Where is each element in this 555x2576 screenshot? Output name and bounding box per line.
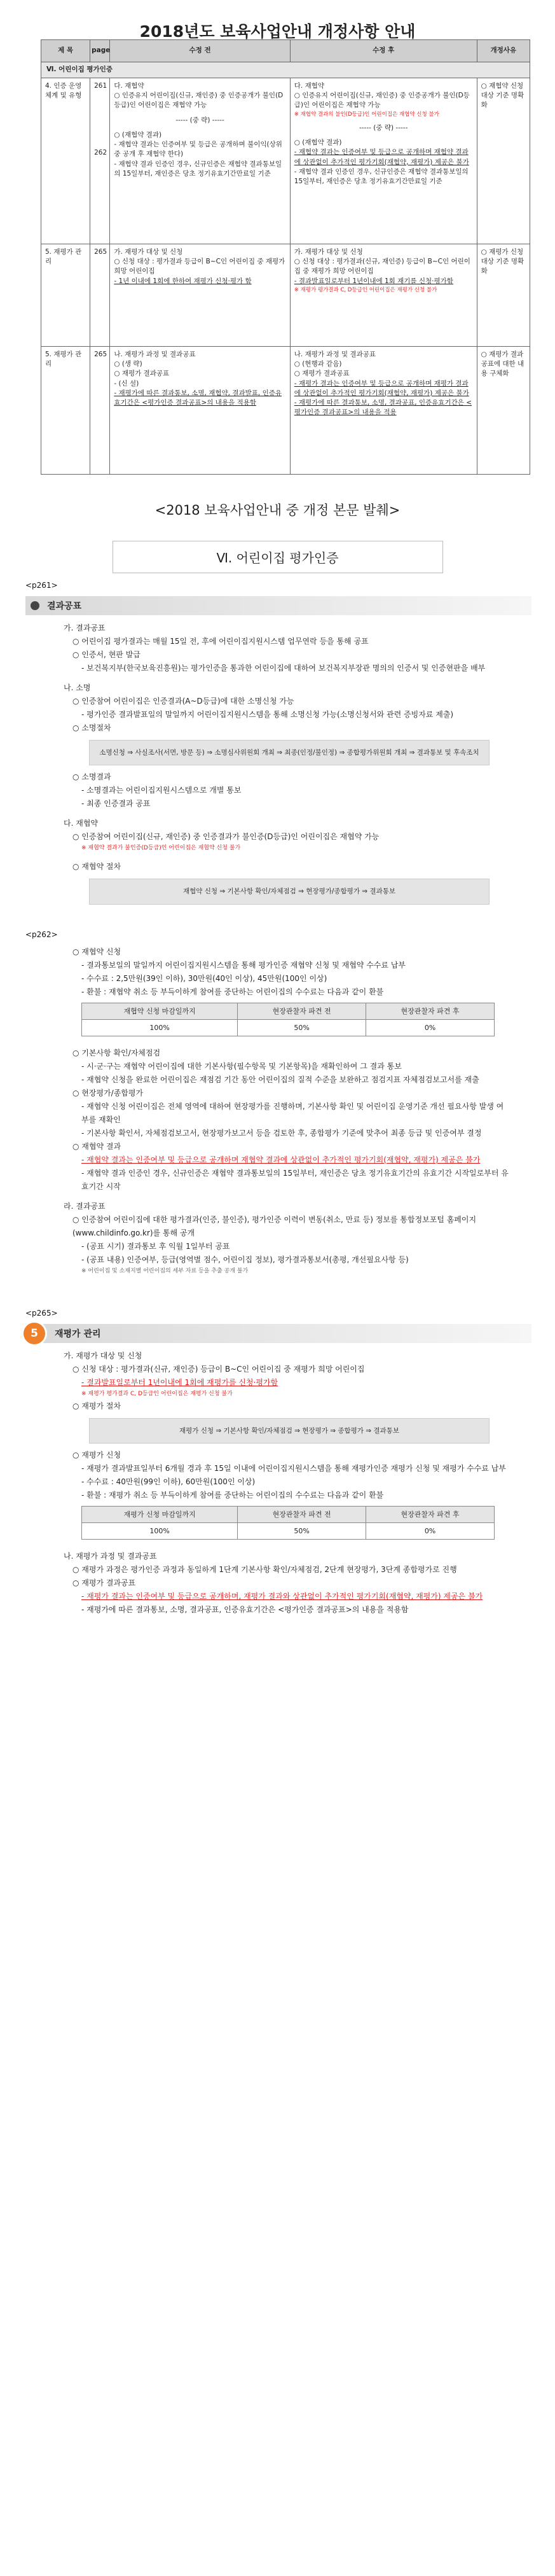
after-line: ○ 신청 대상 : 평가결과(신규, 재인증) 등급이 B~C인 어린이집 중 재평가 희망 어린이집 bbox=[294, 258, 470, 275]
body-line: 가. 결과공표 bbox=[64, 623, 106, 632]
table-row bbox=[41, 347, 530, 475]
body-line: 라. 결과공표 bbox=[64, 1202, 106, 1211]
before-line: ----- (중 략) ----- bbox=[175, 116, 224, 124]
body-line: - (공표 시기) 결과통보 후 익월 1일부터 공표 bbox=[81, 1242, 230, 1251]
refund-value: 0% bbox=[366, 1523, 495, 1540]
banner-number-badge: 5 bbox=[22, 1321, 47, 1346]
banner-label: 재평가 관리 bbox=[55, 1328, 101, 1339]
body-line: 가. 재평가 대상 및 신청 bbox=[64, 1351, 142, 1360]
body-line: 나. 소명 bbox=[64, 683, 91, 692]
after-note: ※ 재협약 결과의 불인(D등급)인 어린이집은 재협약 신청 불가 bbox=[294, 111, 439, 118]
revision-comparison-table bbox=[41, 39, 530, 475]
section-title-box: Ⅵ. 어린이집 평가인증 bbox=[113, 541, 443, 573]
page-number: 262 bbox=[94, 149, 107, 157]
after-line: 나. 재평가 과정 및 결과공표 bbox=[294, 351, 376, 358]
body-line: - 재협약 신청을 완료한 어린이집은 재점검 기간 동안 어린이집의 질적 수준을 보완하고 점검지표 자체점검보고서를 재출 bbox=[81, 1075, 479, 1084]
body-line: - 재협약 신청 어린이집은 전체 영역에 대하여 현장평가를 진행하며, 기본사항 확인 및 어린이집 운영기준 개선 필요사항 발생 여부를 재확인 bbox=[81, 1102, 504, 1124]
before-line: ○ 재평가 결과공표 bbox=[114, 370, 170, 378]
row-subject: 5. 재평가 관리 bbox=[41, 347, 90, 475]
row-before bbox=[110, 78, 290, 244]
before-line: ○ 인증유지 어린이집(신규, 재인증) 중 인증공개가 불인(D등급)인 어린이집은 재협약 가능 bbox=[114, 92, 284, 109]
header-subject: 제 목 bbox=[41, 40, 90, 62]
table-section-row bbox=[41, 62, 530, 78]
body-line: - 시·군·구는 재협약 어린이집에 대한 기본사항(필수항목 및 기본항목)을 재확인하여 그 결과 통보 bbox=[81, 1062, 402, 1071]
after-line: ----- (중 략) ----- bbox=[359, 123, 408, 132]
before-line: - 재협약 결과 인증인 경우, 신규인증은 재협약 결과통보일의 15일부터, 재인증은 당초 정기유효기간만료일 기준 bbox=[114, 160, 282, 178]
page-ref-261: <p261> bbox=[25, 581, 58, 590]
row-subject: 5. 재평가 관리 bbox=[41, 244, 90, 347]
after-line: - 재협약 결과는 인증여부 및 등급으로 공개하며 재협약 결과에 상관없이 추가적인 평가기회(재협약, 재평가) 제공은 불가 bbox=[294, 148, 469, 166]
after-line: ○ 인증유지 어린이집(신규, 재인증) 중 인증공개가 불인(D등급)인 어린이집은 재협약 가능 bbox=[294, 92, 470, 109]
after-line: - 재평가에 따른 결과통보, 소명, 결과공표, 인증유효기간은 <평가인증 결과공표>의 내용을 적용 bbox=[294, 399, 472, 417]
row-before bbox=[110, 244, 290, 347]
body-line: ○ 소명절차 bbox=[72, 723, 111, 732]
page-ref-265: <p265> bbox=[25, 1308, 58, 1318]
body-line: - 수수료 : 2,5만원(39인 이하), 30만원(40인 이상), 45만원(100인 이상) bbox=[81, 973, 327, 983]
after-line: - 결과발표일로부터 1년이내에 1회 재기를 신청·평가함 bbox=[294, 277, 453, 285]
page-ref-262: <p262> bbox=[25, 929, 58, 939]
body-line: ○ 현장평가/종합평가 bbox=[72, 1089, 144, 1097]
header-after: 수정 후 bbox=[290, 40, 477, 62]
page-number: 261 bbox=[94, 82, 107, 90]
before-line: - 1년 이내에 1회에 한하여 재평가 신청·평가 함 bbox=[114, 277, 252, 285]
body-line: ○ 재평가 신청 bbox=[72, 1450, 121, 1459]
body-line: ○ 재평가 절차 bbox=[72, 1401, 121, 1410]
body-line: ○ 재협약 결과 bbox=[72, 1142, 121, 1151]
body-line: 나. 재평가 과정 및 결과공표 bbox=[64, 1552, 157, 1561]
row-reason: ○ 재평가 신청 대상 기준 명확화 bbox=[477, 244, 530, 347]
p265-body bbox=[64, 1343, 509, 1617]
body-line: ○ 재협약 절차 bbox=[72, 862, 121, 872]
after-line: - 재협약 결과 인증인 경우, 신규인증은 재협약 결과통보일의 15일부터, 재인증은 당초 정기유효기간만료일 기준 bbox=[294, 167, 469, 186]
before-line: 가. 재평가 대상 및 신청 bbox=[114, 248, 183, 256]
reevaluation-banner bbox=[25, 1324, 531, 1343]
red-line: - 결과발표일로부터 1년이내에 1회에 재평가를 신청·평가함 bbox=[81, 1377, 278, 1387]
body-line: - 최종 인증결과 공표 bbox=[81, 799, 151, 809]
red-line: - 재협약 결과는 인증여부 및 등급으로 공개하며 재협약 결과에 상관없이 추가적인 평가기회(재협약, 재평가) 제공은 불가 bbox=[81, 1155, 481, 1164]
reagreement-process-flow: 재협약 신청 ⇒ 기본사항 확인/자체점검 ⇒ 현장평가/종합평가 ⇒ 결과통보 bbox=[89, 879, 490, 904]
body-line: ○ 신청 대상 : 평가결과(신규, 재인증) 등급이 B~C인 어린이집 중 재평가 희망 어린이집 bbox=[72, 1364, 365, 1374]
body-line: - 기본사항 확인서, 자체점검보고서, 현장평가보고서 등을 검토한 후, 종합평가 기준에 맞추어 최종 등급 및 인증여부 결정 bbox=[81, 1129, 482, 1138]
document-title: 2018년도 보육사업안내 개정사항 안내 bbox=[139, 22, 416, 41]
reevaluation-process-flow: 재평가 신청 ⇒ 기본사항 확인/자체점검 ⇒ 현장평가 ⇒ 종합평가 ⇒ 결과통보 bbox=[89, 1418, 490, 1444]
refund-value: 100% bbox=[82, 1523, 238, 1540]
row-subject: 4. 인증 운영체계 및 유형 bbox=[41, 78, 90, 244]
before-line: 나. 재평가 과정 및 결과공표 bbox=[114, 351, 196, 358]
refund-header: 현장관찰자 파견 전 bbox=[238, 1003, 366, 1019]
table-row bbox=[41, 78, 530, 244]
refund-header: 현장관찰자 파견 전 bbox=[238, 1506, 366, 1522]
p262-body bbox=[64, 939, 509, 1277]
refund-header: 재협약 신청 마감일까지 bbox=[82, 1003, 238, 1019]
body-line: ○ 인증참여 어린이집(신규, 재인증) 중 인증결과가 불인증(D등급)인 어린이집은 재협약 가능 bbox=[72, 832, 380, 842]
after-line: ○ (재협약 결과) bbox=[294, 139, 342, 147]
red-note: ※ 재평가 평가결과 C, D등급인 어린이집은 재평가 신청 불가 bbox=[81, 1390, 233, 1397]
before-line: - 재평가에 따른 결과통보, 소명, 재협약, 결과발표, 인증유효기간은 <평가인증 결과공표>의 내용을 적용함 bbox=[114, 389, 282, 407]
body-line: - 재평가에 따른 결과통보, 소명, 결과공표, 인증유효기간은 <평가인증 결과공표>의 내용을 적용함 bbox=[81, 1605, 409, 1615]
after-line: ○ 재평가 결과공표 bbox=[294, 370, 350, 378]
body-line: - 재협약 결과 인증인 경우, 신규인증은 재협약 결과통보일의 15일부터, 재인증은 당초 정기유효기간의 유효기간 시작일로부터 유효기간 시작 bbox=[81, 1169, 509, 1191]
body-line: ○ 어린이집 평가결과는 매월 15일 전, 후에 어린이집지원시스템 업무연락 등을 통해 공표 bbox=[72, 637, 369, 646]
refund-header: 현장관찰자 파견 후 bbox=[366, 1506, 495, 1522]
body-line: ○ 재협약 신청 bbox=[72, 947, 121, 956]
result-announce-banner bbox=[25, 596, 531, 615]
body-line: - 소명결과는 어린이집지원시스템으로 개별 통보 bbox=[81, 786, 242, 795]
body-line: - 환불 : 재평가 취소 등 부득이하게 참여를 중단하는 어린이집의 수수료는 다음과 같이 환불 bbox=[81, 1490, 384, 1500]
after-line: 가. 재평가 대상 및 신청 bbox=[294, 248, 363, 256]
row-pages bbox=[90, 78, 110, 244]
refund-value: 100% bbox=[82, 1019, 238, 1036]
after-line: 다. 재협약 bbox=[294, 82, 325, 90]
before-line: 다. 재협약 bbox=[114, 82, 144, 90]
before-line: - (신 설) bbox=[114, 379, 139, 387]
body-line: - 보건복지부(한국보육진흥원)는 평가인증을 통과한 어린이집에 대하여 보건복지부장관 명의의 인증서 및 인증현판을 배부 bbox=[81, 664, 486, 672]
body-line: ○ 인증참여 어린이집에 대한 평가결과(인증, 불인증), 평가인증 이력이 변동(취소, 만료 등) 정보를 통합정보포털 홈페이지(www.childinfo.go.kr)를 통해 공개 bbox=[72, 1215, 477, 1237]
header-before: 수정 전 bbox=[110, 40, 290, 62]
body-note: ※ 어린이집 및 소재지별 어린이집의 세부 자료 등을 추출 공개 불가 bbox=[81, 1268, 249, 1274]
body-line: ○ 소명결과 bbox=[72, 772, 111, 782]
row-pages: 265 bbox=[90, 244, 110, 347]
refund-table bbox=[81, 1003, 495, 1037]
before-line: - 재협약 결과는 인증여부 및 등급은 공개하며 불이익(상위 중 공개 후 재협약 한다) bbox=[114, 141, 282, 158]
refund-header: 재평가 신청 마감일까지 bbox=[82, 1506, 238, 1522]
body-line: - 수수료 : 40만원(99인 이하), 60만원(100인 이상) bbox=[81, 1477, 256, 1486]
refund-value: 50% bbox=[238, 1523, 366, 1540]
header-page: page bbox=[90, 40, 110, 62]
row-before bbox=[110, 347, 290, 475]
header-reason: 개정사유 bbox=[477, 40, 530, 62]
row-after bbox=[290, 244, 477, 347]
table-row bbox=[41, 244, 530, 347]
body-line: - 결과통보일의 말일까지 어린이집지원시스템을 통해 평가인증 재협약 신청 및 재협약 수수료 납부 bbox=[81, 960, 406, 970]
body-line: - 평가인증 결과발표일의 말일까지 어린이집지원시스템을 통해 소명신청 가능(소명신청서와 관련 증빙자료 제출) bbox=[81, 710, 454, 719]
red-line: - 재평가 결과는 인증여부 및 등급으로 공개하며, 재평가 결과와 상관없이 추가적인 평가기회(재협약, 재평가) 제공은 불가 bbox=[81, 1592, 483, 1601]
after-line: - 재평가 결과는 인증여부 및 등급으로 공개하며 재평가 결과에 상관없이 추가적인 평가기회(재협약, 재평가) 제공은 불가 bbox=[294, 379, 469, 397]
refund-table bbox=[81, 1506, 495, 1540]
red-note: ※ 재협약 결과가 불인증(D등급)인 어린이집은 재협약 신청 불가 bbox=[81, 845, 241, 852]
body-line: ○ 기본사항 확인/자체점검 bbox=[72, 1048, 161, 1057]
refund-header: 현장관찰자 파견 후 bbox=[366, 1003, 495, 1019]
row-after bbox=[290, 347, 477, 475]
body-line: - 재평가 결과발표일부터 6개월 경과 후 15일 이내에 어린이집지원시스템을 통해 재평가인증 재평가 신청 및 재평가 수수료 납부 bbox=[81, 1463, 506, 1473]
before-line: ○ 신청 대상 : 평가결과 등급이 B~C인 어린이집 중 재평가 희망 어린이집 bbox=[114, 258, 285, 275]
refund-value: 0% bbox=[366, 1019, 495, 1036]
row-after bbox=[290, 78, 477, 244]
excerpt-title: <2018 보육사업안내 중 개정 본문 발췌> bbox=[154, 503, 401, 518]
refund-value: 50% bbox=[238, 1019, 366, 1036]
before-line: ○ (생 략) bbox=[114, 360, 142, 368]
table-header-row bbox=[41, 40, 530, 62]
section-label: Ⅵ. 어린이집 평가인증 bbox=[41, 62, 530, 78]
appeal-process-flow: 소명신청 ⇒ 사실조사(서면, 방문 등) ⇒ 소명심사위원회 개최 ⇒ 최종(인정/불인정) ⇒ 종합평가위원회 개최 ⇒ 결과통보 및 후속조치 bbox=[89, 740, 490, 765]
body-line: - (공표 내용) 인증여부, 등급(영역별 점수, 어린이집 정보), 평가결과통보서(총평, 개선필요사항 등) bbox=[81, 1255, 409, 1264]
p261-body bbox=[64, 615, 509, 905]
row-reason: ○ 재평가 결과 공표에 대한 내용 구체화 bbox=[477, 347, 530, 475]
body-line: ○ 인증서, 현판 발급 bbox=[72, 650, 140, 659]
before-line: ○ (재협약 결과) bbox=[114, 130, 162, 139]
after-line: ○ (현행과 같음) bbox=[294, 360, 342, 368]
banner-label: 결과공표 bbox=[47, 601, 82, 611]
body-line: - 환불 : 재협약 취소 등 부득이하게 참여를 중단하는 어린이집의 수수료는 다음과 같이 환불 bbox=[81, 987, 384, 996]
body-line: ○ 재평가 결과공표 bbox=[72, 1578, 136, 1588]
body-line: 다. 재협약 bbox=[64, 819, 98, 828]
body-line: ○ 재평가 과정은 평가인증 과정과 동일하게 1단계 기본사항 확인/자체점검, 2단계 현장평가, 3단계 종합평가로 진행 bbox=[72, 1565, 457, 1575]
body-line: ○ 인증참여 어린이집은 인증결과(A~D등급)에 대한 소명신청 가능 bbox=[72, 697, 294, 706]
banner-bullet-icon bbox=[31, 601, 39, 610]
after-note: ※ 재평가 평가결과 C, D등급인 어린이집은 재평가 신청 불가 bbox=[294, 286, 437, 293]
row-pages: 265 bbox=[90, 347, 110, 475]
row-reason: ○ 재협약 신청 대상 기준 명확화 bbox=[477, 78, 530, 244]
